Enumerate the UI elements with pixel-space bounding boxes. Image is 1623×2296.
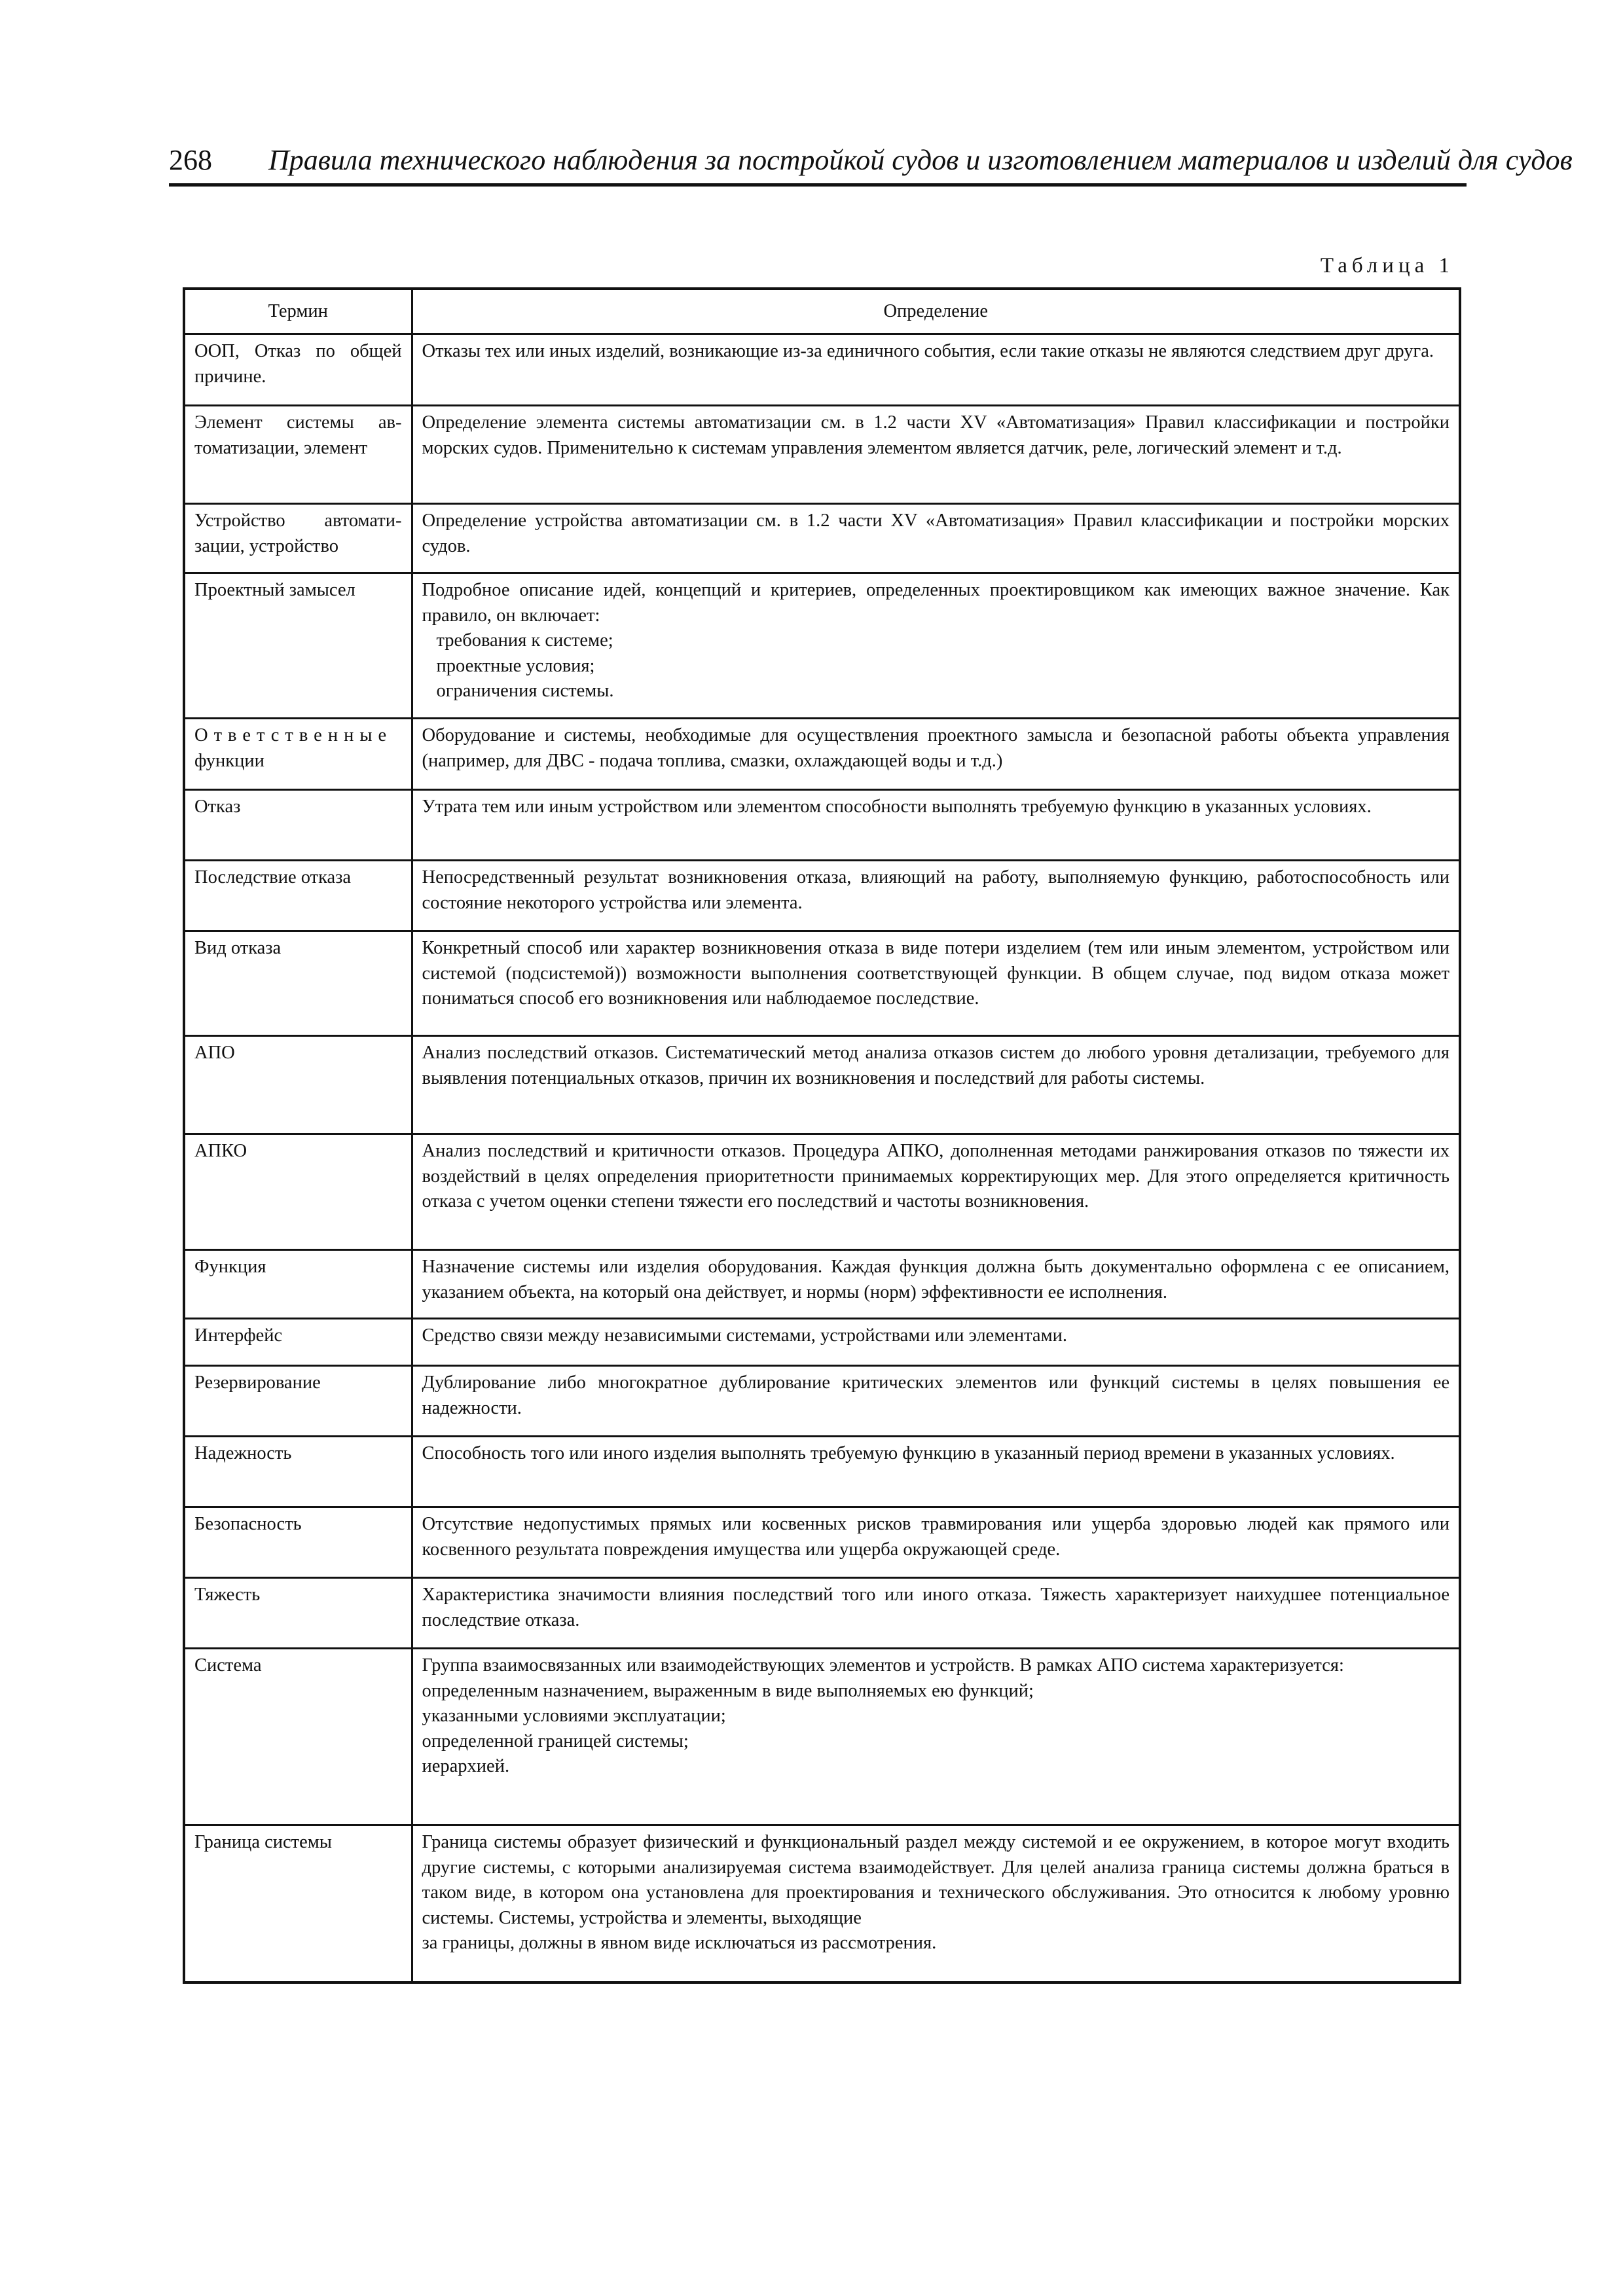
definition-cell: Оборудование и системы, необходимые для осуществления проектного замысла и безопасной работы объекта управления (например, для ДВС - подача топлива, смазки, охлаждающей воды и т.д.) (412, 719, 1460, 790)
list-item: указанными условиями эксплуатации; (422, 1706, 726, 1726)
table-row (184, 1036, 1460, 1134)
definition-cell: Непосредственный результат возникновения отказа, влияющий на работу, выполняемую функцию, работоспособность или состояние некоторого устройства или элемента. (412, 861, 1460, 931)
definition-cell: Характеристика значимости влияния последствий того или иного отказа. Тяжесть характеризует наихудшее потенциальное последствие отказа. (412, 1578, 1460, 1649)
table-row (184, 719, 1460, 790)
list-item: требования к системе; (436, 630, 613, 651)
term-cell: Интерфейс (184, 1319, 412, 1366)
table-row (184, 334, 1460, 406)
table-row (184, 573, 1460, 719)
table-row (184, 1507, 1460, 1578)
term-cell: Устройство автомати-зации, устройство (184, 504, 412, 573)
term-cell: Тяжесть (184, 1578, 412, 1649)
definition-cell (412, 573, 1460, 719)
column-header-term: Термин (184, 289, 412, 334)
page-header (169, 143, 1573, 187)
list-item: иерархией. (422, 1756, 510, 1776)
list-item: определенной границей системы; (422, 1731, 689, 1751)
definition-cell: Анализ последствий и критичности отказов. Процедура АПКО, дополненная методами ранжирования отказов по тяжести их воздействий в целях определения приоритетности принимаемых корректирующих мер. Для этого определяется критичность отказа с учетом оценки степени тяжести его последствий и частоты возникновения. (412, 1134, 1460, 1250)
term-cell: Проектный замысел (184, 573, 412, 719)
list-item: ограничения системы. (436, 681, 614, 701)
definition-cell: Отказы тех или иных изделий, возникающие из-за единичного события, если такие отказы не являются следствием друг друга. (412, 334, 1460, 406)
table-row (184, 1366, 1460, 1437)
term-text: функции (194, 750, 264, 771)
term-cell: Граница системы (184, 1825, 412, 1982)
term-cell: Последствие отказа (184, 861, 412, 931)
column-header-definition: Определение (412, 289, 1460, 334)
definition-cell (412, 1825, 1460, 1982)
term-cell: Безопасность (184, 1507, 412, 1578)
list-item: проектные условия; (436, 655, 595, 676)
term-cell (184, 719, 412, 790)
definitions-table (183, 287, 1461, 1984)
table-row (184, 861, 1460, 931)
running-title: Правила технического наблюдения за постройкой судов и изготовлением материалов и изделий для судов (268, 144, 1573, 176)
term-cell: Система (184, 1649, 412, 1825)
term-cell: Отказ (184, 790, 412, 861)
table-row (184, 1134, 1460, 1250)
list-item: определенным назначением, выраженным в виде выполняемых ею функций; (422, 1680, 1034, 1701)
term-cell: ООП, Отказ по общей причине. (184, 334, 412, 406)
definition-cell: Конкретный способ или характер возникновения отказа в виде потери изделием (тем или иным элементом, устройством или системой (подсистемой)) возможности выполнения соответствующей функции. В общем случае, под видом отказа может пониматься способ его возникновения или наблюдаемое последствие. (412, 931, 1460, 1036)
term-cell: Резервирование (184, 1366, 412, 1437)
definition-cell: Отсутствие недопустимых прямых или косвенных рисков травмирования или ущерба здоровью людей как прямого или косвенного результата повреждения имущества или ущерба окружающей среде. (412, 1507, 1460, 1578)
definition-text: Группа взаимосвязанных или взаимодействующих элементов и устройств. В рамках АПО система характеризуется: (422, 1655, 1344, 1676)
term-cell: АПО (184, 1036, 412, 1134)
page-number: 268 (169, 144, 212, 176)
table-row (184, 1649, 1460, 1825)
definition-cell: Назначение системы или изделия оборудования. Каждая функция должна быть документально оформлена с ее описанием, указанием объекта, на который она действует, и нормы (норм) эффективности ее исполнения. (412, 1250, 1460, 1319)
term-cell: Вид отказа (184, 931, 412, 1036)
definition-cell: Анализ последствий отказов. Систематический метод анализа отказов систем до любого уровня детализации, требуемого для выявления потенциальных отказов, причин их возникновения и последствий для работы системы. (412, 1036, 1460, 1134)
definition-cell: Способность того или иного изделия выполнять требуемую функцию в указанный период времени в указанных условиях. (412, 1437, 1460, 1507)
table-row (184, 790, 1460, 861)
definition-text-end: за границы, должны в явном виде исключаться из рассмотрения. (422, 1933, 937, 1953)
term-cell: Надежность (184, 1437, 412, 1507)
table-header-row (184, 289, 1460, 334)
definition-text: Подробное описание идей, концепций и критериев, определенных проектировщиком как имеющих важное значение. Как правило, он включает: (422, 580, 1450, 626)
term-cell: АПКО (184, 1134, 412, 1250)
definition-cell: Средство связи между независимыми системами, устройствами или элементами. (412, 1319, 1460, 1366)
definition-cell: Утрата тем или иным устройством или элементом способности выполнять требуемую функцию в указанных условиях. (412, 790, 1460, 861)
table-row (184, 1319, 1460, 1366)
table-row (184, 1825, 1460, 1982)
definition-cell: Определение элемента системы автоматизации см. в 1.2 части XV «Автоматизация» Правил классификации и постройки морских судов. Применительно к системам управления элементом является датчик, реле, логический элемент и т.д. (412, 406, 1460, 504)
definition-cell (412, 1649, 1460, 1825)
table-row (184, 931, 1460, 1036)
table-row (184, 406, 1460, 504)
definition-cell: Дублирование либо многократное дублирование критических элементов или функций системы в целях повышения ее надежности. (412, 1366, 1460, 1437)
table-row (184, 1578, 1460, 1649)
table-row (184, 504, 1460, 573)
table-caption: Таблица 1 (1320, 254, 1454, 278)
table-row (184, 1250, 1460, 1319)
definition-cell: Определение устройства автоматизации см. в 1.2 части XV «Автоматизация» Правил классификации и постройки морских судов. (412, 504, 1460, 573)
table-row (184, 1437, 1460, 1507)
term-cell: Элемент системы ав-томатизации, элемент (184, 406, 412, 504)
term-cell: Функция (184, 1250, 412, 1319)
term-text: Ответственные (194, 725, 393, 745)
definition-text: Граница системы образует физический и функциональный раздел между системой и ее окружением, в которое могут входить другие системы, с которыми анализируемая система взаимодействует. Для целей анализа граница системы должна браться в таком виде, в котором она установлена для проектирования и технического обслуживания. Это относится к любому уровню системы. Системы, устройства и элементы, выходящие (422, 1832, 1450, 1928)
